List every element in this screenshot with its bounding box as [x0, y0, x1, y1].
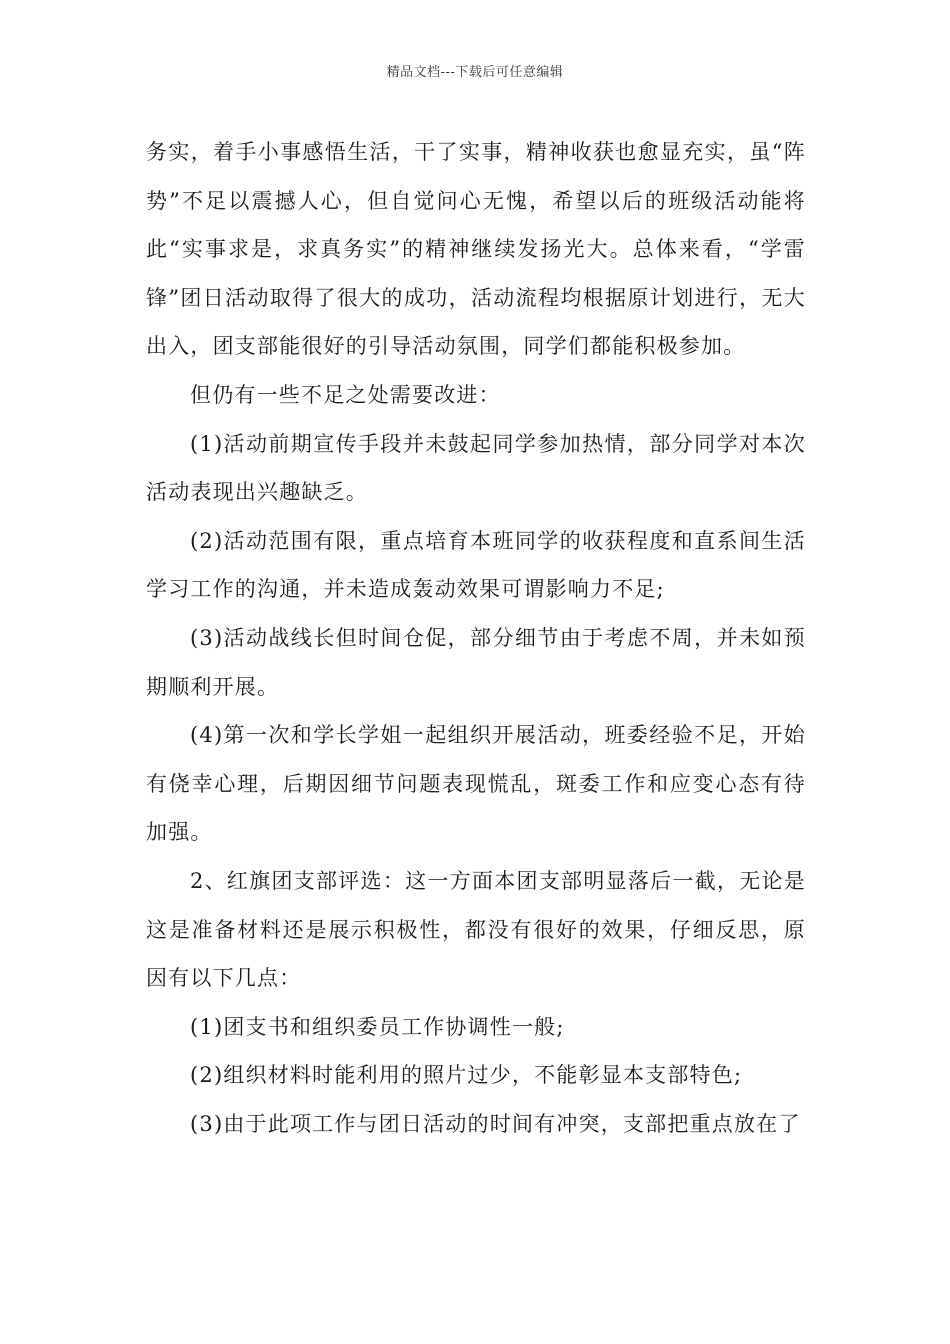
- paragraph-section-2-point-3: (3)由于此项工作与团日活动的时间有冲突，支部把重点放在了: [190, 1111, 801, 1136]
- document-body: [146, 128, 806, 1148]
- paragraph-point-1: (1)活动前期宣传手段并未鼓起同学参加热情，部分同学对本次活动表现出兴趣缺乏。: [146, 431, 806, 505]
- page-header: 精品文档---下载后可任意编辑: [386, 65, 564, 80]
- paragraph-point-4: (4)第一次和学长学姐一起组织开展活动，班委经验不足，开始有侥幸心理，后期因细节问题表现慌乱，斑委工作和应变心态有待加强。: [146, 723, 806, 845]
- paragraph-section-2-point-1: (1)团支书和组织委员工作协调性一般;: [190, 1014, 565, 1039]
- paragraph-point-3: (3)活动战线长但时间仓促，部分细节由于考虑不周，并未如预期顺利开展。: [146, 625, 806, 699]
- paragraph-section-2-point-2: (2)组织材料时能利用的照片过少，不能彰显本支部特色;: [190, 1063, 743, 1088]
- paragraph-section-2: 2、红旗团支部评选：这一方面本团支部明显落后一截，无论是这是准备材料还是展示积极性，都没有很好的效果，仔细反思，原因有以下几点：: [146, 868, 806, 991]
- paragraph-point-2: (2)活动范围有限，重点培育本班同学的收获程度和直系间生活学习工作的沟通，并未造成轰动效果可谓影响力不足;: [146, 528, 806, 602]
- paragraph-shortcomings-intro: 但仍有一些不足之处需要改进：: [190, 382, 501, 407]
- paragraph-continuation: 务实，着手小事感悟生活，干了实事，精神收获也愈显充实，虽“阵势”不足以震撼人心，但自觉问心无愧，希望以后的班级活动能将此“实事求是，求真务实”的精神继续发扬光大。总体来看，“学雷锋”团日活动取得了很大的成功，活动流程均根据原计划进行，无大出入，团支部能很好的引导活动氛围，同学们都能积极参加。: [146, 140, 806, 359]
